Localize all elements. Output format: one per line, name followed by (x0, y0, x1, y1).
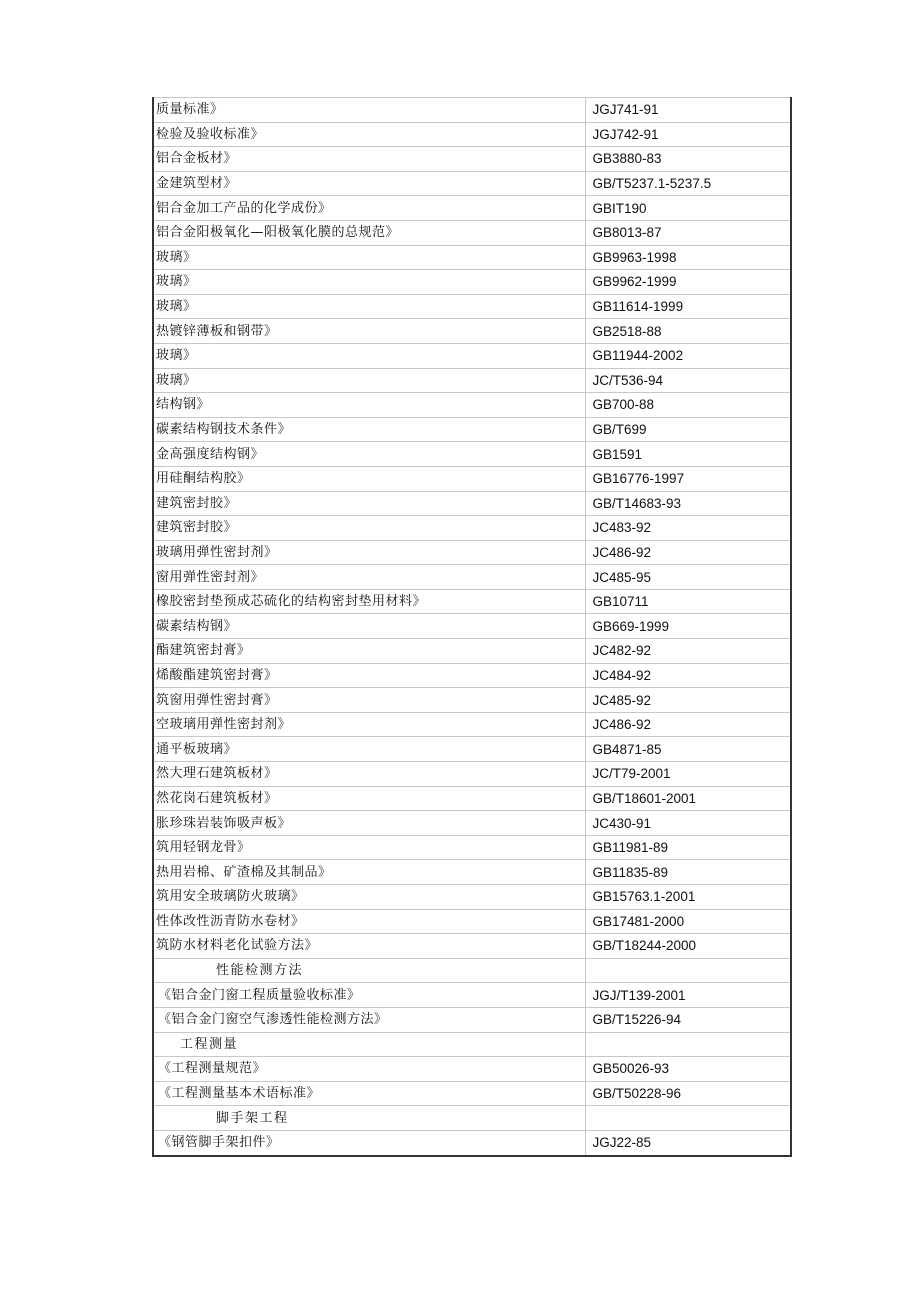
standard-code-cell: JGJ22-85 (585, 1130, 791, 1155)
standard-name-cell: 筑用安全玻璃防火玻璃》 (153, 885, 585, 910)
standard-name-cell: 金建筑型材》 (153, 171, 585, 196)
standard-name-cell: 《工程测量基本术语标准》 (153, 1081, 585, 1106)
section-heading-cell: 性能检测方法 (153, 958, 585, 983)
standard-code-cell: GB/T15226-94 (585, 1007, 791, 1032)
table-row (153, 442, 791, 467)
standard-name-cell: 玻璃》 (153, 270, 585, 295)
standard-code-cell: GB/T18601-2001 (585, 786, 791, 811)
table-row (153, 712, 791, 737)
table-row (153, 540, 791, 565)
standard-code-cell: GB/T18244-2000 (585, 934, 791, 959)
standard-name-cell: 玻璃》 (153, 294, 585, 319)
table-row (153, 98, 791, 123)
section-heading-cell: 脚手架工程 (153, 1106, 585, 1131)
standard-name-cell: 筑窗用弹性密封膏》 (153, 688, 585, 713)
table-row (153, 1130, 791, 1155)
standard-name-cell: 建筑密封胶》 (153, 516, 585, 541)
standard-code-cell: GB/T14683-93 (585, 491, 791, 516)
standard-code-cell: GB8013-87 (585, 220, 791, 245)
standard-code-cell: JC/T79-2001 (585, 762, 791, 787)
table-row (153, 835, 791, 860)
standard-code-cell: JGJ/T139-2001 (585, 983, 791, 1008)
standard-name-cell: 《铝合金门窗空气渗透性能检测方法》 (153, 1007, 585, 1032)
standard-name-cell: 酯建筑密封膏》 (153, 639, 585, 664)
table-row (153, 516, 791, 541)
standard-name-cell: 通平板玻璃》 (153, 737, 585, 762)
table-row (153, 688, 791, 713)
standard-name-cell: 空玻璃用弹性密封剂》 (153, 712, 585, 737)
table-row (153, 196, 791, 221)
table-row (153, 343, 791, 368)
standard-name-cell: 玻璃》 (153, 245, 585, 270)
table-row (153, 417, 791, 442)
standard-name-cell: 筑用轻钢龙骨》 (153, 835, 585, 860)
table-row (153, 860, 791, 885)
standard-name-cell: 《铝合金门窗工程质量验收标准》 (153, 983, 585, 1008)
standard-code-cell: GB17481-2000 (585, 909, 791, 934)
standard-code-cell: JC/T536-94 (585, 368, 791, 393)
table-row (153, 294, 791, 319)
standard-code-cell: GBIT190 (585, 196, 791, 221)
standard-code-cell: GB11981-89 (585, 835, 791, 860)
standard-name-cell: 《工程测量规范》 (153, 1057, 585, 1082)
standard-code-cell: GB4871-85 (585, 737, 791, 762)
standard-name-cell: 《钢管脚手架扣件》 (153, 1130, 585, 1155)
standard-name-cell: 碳素结构钢》 (153, 614, 585, 639)
standard-name-cell: 质量标准》 (153, 98, 585, 123)
standard-name-cell: 金高强度结构钢》 (153, 442, 585, 467)
section-heading-cell: 工程测量 (153, 1032, 585, 1057)
table-row (153, 491, 791, 516)
standard-name-cell: 窗用弹性密封剂》 (153, 565, 585, 590)
standard-code-cell (585, 1032, 791, 1057)
standard-code-cell: GB1591 (585, 442, 791, 467)
standard-code-cell: JC486-92 (585, 540, 791, 565)
standard-name-cell: 用硅酮结构胶》 (153, 466, 585, 491)
table-row (153, 639, 791, 664)
standard-code-cell: GB11944-2002 (585, 343, 791, 368)
table-row (153, 1032, 791, 1057)
standard-name-cell: 铝合金加工产品的化学成份》 (153, 196, 585, 221)
table-row (153, 909, 791, 934)
table-row (153, 393, 791, 418)
standard-code-cell: GB15763.1-2001 (585, 885, 791, 910)
table-row (153, 1106, 791, 1131)
table-row (153, 786, 791, 811)
standard-code-cell: JC484-92 (585, 663, 791, 688)
standard-code-cell: JC482-92 (585, 639, 791, 664)
standard-code-cell: JGJ742-91 (585, 122, 791, 147)
standard-code-cell: JC486-92 (585, 712, 791, 737)
standard-name-cell: 然大理石建筑板材》 (153, 762, 585, 787)
standard-name-cell: 热镀锌薄板和钢带》 (153, 319, 585, 344)
standard-code-cell: GB9963-1998 (585, 245, 791, 270)
standard-code-cell (585, 958, 791, 983)
standard-name-cell: 检验及验收标准》 (153, 122, 585, 147)
standard-code-cell: GB2518-88 (585, 319, 791, 344)
standard-code-cell: GB11614-1999 (585, 294, 791, 319)
standards-table (152, 97, 792, 1157)
standard-code-cell: GB700-88 (585, 393, 791, 418)
standard-code-cell: JC485-95 (585, 565, 791, 590)
table-row (153, 983, 791, 1008)
standard-name-cell: 玻璃用弹性密封剂》 (153, 540, 585, 565)
table-row (153, 245, 791, 270)
table-row (153, 663, 791, 688)
table-row (153, 885, 791, 910)
standard-name-cell: 建筑密封胶》 (153, 491, 585, 516)
table-row (153, 220, 791, 245)
table-row (153, 466, 791, 491)
standard-name-cell: 玻璃》 (153, 368, 585, 393)
standard-name-cell: 筑防水材料老化试验方法》 (153, 934, 585, 959)
standard-name-cell: 结构钢》 (153, 393, 585, 418)
table-row (153, 319, 791, 344)
table-row (153, 614, 791, 639)
table-row (153, 1007, 791, 1032)
table-row (153, 565, 791, 590)
standard-name-cell: 性体改性沥青防水卷材》 (153, 909, 585, 934)
table-row (153, 589, 791, 614)
table-row (153, 934, 791, 959)
standard-name-cell: 橡胶密封垫预成芯硫化的结构密封垫用材料》 (153, 589, 585, 614)
standard-code-cell: JC483-92 (585, 516, 791, 541)
standard-name-cell: 玻璃》 (153, 343, 585, 368)
standard-code-cell: JGJ741-91 (585, 98, 791, 123)
standard-code-cell: GB/T699 (585, 417, 791, 442)
standard-code-cell: GB16776-1997 (585, 466, 791, 491)
table-row (153, 1057, 791, 1082)
standard-code-cell: JC485-92 (585, 688, 791, 713)
standard-code-cell: GB3880-83 (585, 147, 791, 172)
standard-name-cell: 然花岗石建筑板材》 (153, 786, 585, 811)
table-row (153, 122, 791, 147)
standards-table-body (153, 98, 791, 1156)
standard-name-cell: 铝合金阳极氧化—阳极氧化膜的总规范》 (153, 220, 585, 245)
table-row (153, 171, 791, 196)
standard-name-cell: 烯酸酯建筑密封膏》 (153, 663, 585, 688)
standard-name-cell: 碳素结构钢技术条件》 (153, 417, 585, 442)
standard-code-cell: GB50026-93 (585, 1057, 791, 1082)
table-row (153, 270, 791, 295)
standard-code-cell: GB669-1999 (585, 614, 791, 639)
table-row (153, 811, 791, 836)
standard-code-cell: GB/T50228-96 (585, 1081, 791, 1106)
table-row (153, 1081, 791, 1106)
table-row (153, 368, 791, 393)
standard-name-cell: 热用岩棉、矿渣棉及其制品》 (153, 860, 585, 885)
standard-code-cell (585, 1106, 791, 1131)
table-row (153, 762, 791, 787)
standard-name-cell: 铝合金板材》 (153, 147, 585, 172)
table-row (153, 147, 791, 172)
standard-code-cell: GB/T5237.1-5237.5 (585, 171, 791, 196)
standard-code-cell: GB10711 (585, 589, 791, 614)
table-row (153, 737, 791, 762)
table-row (153, 958, 791, 983)
standard-code-cell: GB9962-1999 (585, 270, 791, 295)
standard-code-cell: GB11835-89 (585, 860, 791, 885)
standard-code-cell: JC430-91 (585, 811, 791, 836)
standard-name-cell: 胀珍珠岩装饰吸声板》 (153, 811, 585, 836)
